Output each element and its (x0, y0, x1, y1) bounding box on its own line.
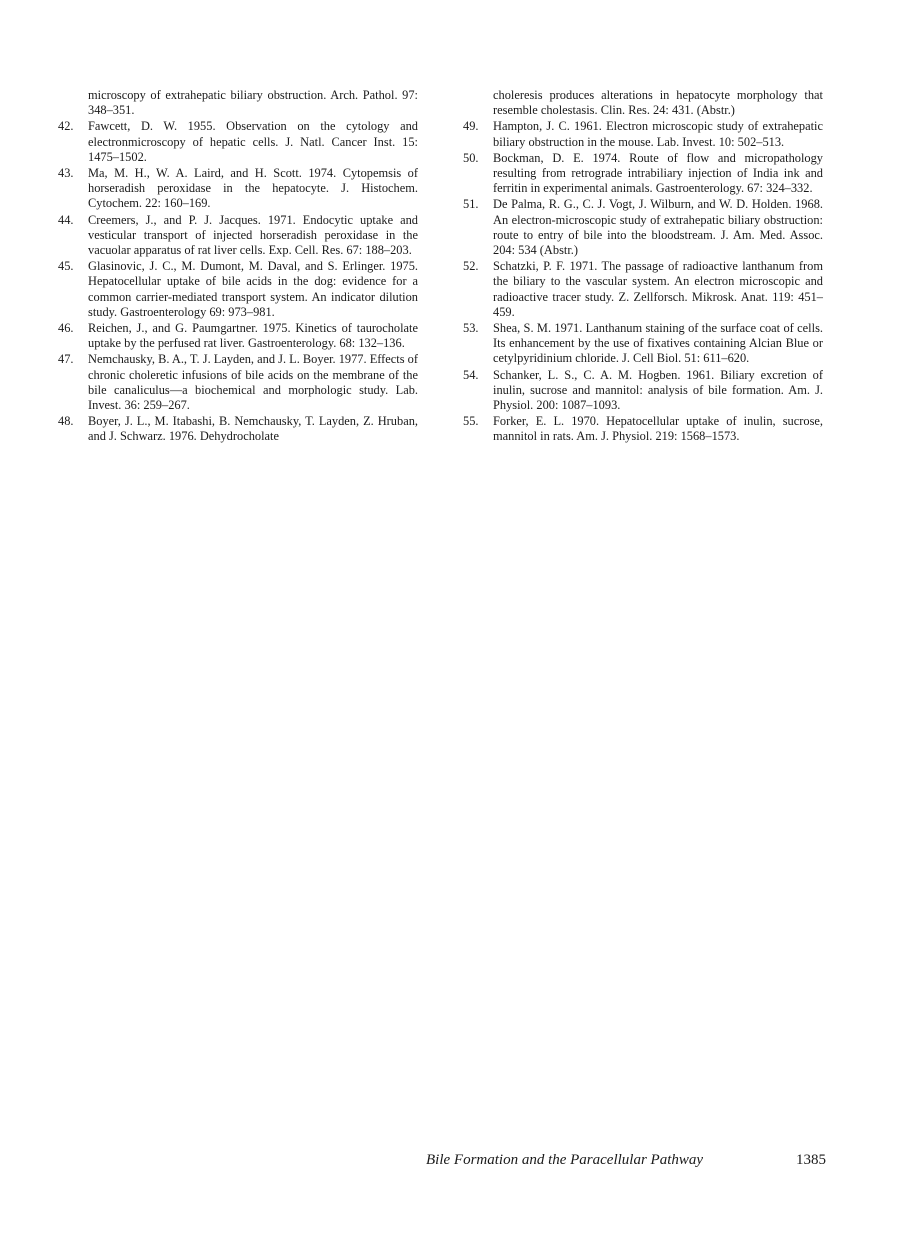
reference-number: 53. (463, 321, 479, 336)
reference-48 (58, 414, 418, 444)
page-footer (426, 1152, 826, 1169)
reference-text: microscopy of extrahepatic biliary obstruction. Arch. Pathol. 97: 348–351. (88, 88, 418, 118)
reference-52 (463, 259, 823, 320)
reference-text: Nemchausky, B. A., T. J. Layden, and J. L. Boyer. 1977. Effects of chronic choleretic infusions of bile acids on the membrane of the bile canaliculus—a biochemical and morphologic study. Lab. Invest. 36: 259–267. (88, 352, 418, 413)
reference-42 (58, 119, 418, 165)
reference-text: Hampton, J. C. 1961. Electron microscopic study of extrahepatic biliary obstruction in the mouse. Lab. Invest. 10: 502–513. (493, 119, 823, 149)
reference-54 (463, 368, 823, 414)
reference-text: Shea, S. M. 1971. Lanthanum staining of the surface coat of cells. Its enhancement by the use of fixatives containing Alcian Blue or cetylpyridinium chloride. J. Cell Biol. 51: 611–620. (493, 321, 823, 366)
reference-51 (463, 197, 823, 258)
reference-text: Bockman, D. E. 1974. Route of flow and micropathology resulting from retrograde intrabiliary injection of India ink and ferritin in experimental animals. Gastroenterology. 67: 324–332. (493, 150, 823, 196)
reference-text: Creemers, J., and P. J. Jacques. 1971. Endocytic uptake and vesticular transport of injected horseradish peroxidase in the vacuolar apparatus of rat liver cells. Exp. Cell. Res. 67: 188–203. (88, 212, 418, 258)
reference-number: 44. (58, 212, 74, 227)
reference-text: Boyer, J. L., M. Itabashi, B. Nemchausky, T. Layden, Z. Hruban, and J. Schwarz. 1976. Dehydrocholate (88, 414, 418, 444)
reference-continuation (463, 88, 823, 118)
reference-number: 52. (463, 259, 479, 274)
reference-text: De Palma, R. G., C. J. Vogt, J. Wilburn, and W. D. Holden. 1968. An electron-microscopic study of extrahepatic biliary obstruction: route to entry of bile into the bloodstream. J. Am. Med. Assoc. 204: 534 (Abstr.) (493, 197, 823, 258)
reference-50 (463, 151, 823, 197)
reference-number: 42. (58, 119, 74, 134)
reference-text: Ma, M. H., W. A. Laird, and H. Scott. 1974. Cytopemsis of horseradish peroxidase in the hepatocyte. J. Histochem. Cytochem. 22: 160–169. (88, 166, 418, 211)
reference-text: Glasinovic, J. C., M. Dumont, M. Daval, and S. Erlinger. 1975. Hepatocellular uptake of bile acids in the dog: evidence for a common carrier-mediated transport system. An indicator dilution study. Gastroenterology 69: 973–981. (88, 259, 418, 319)
reference-number: 55. (463, 414, 479, 429)
reference-number: 46. (58, 321, 74, 336)
reference-text: Schatzki, P. F. 1971. The passage of radioactive lanthanum from the biliary to the vascular system. An electron microscopic and radioactive tracer study. Z. Zellforsch. Mikrosk. Anat. 119: 451–459. (493, 259, 823, 319)
reference-number: 54. (463, 367, 479, 382)
reference-number: 47. (58, 352, 74, 367)
reference-55 (463, 414, 823, 444)
reference-53 (463, 321, 823, 367)
reference-text: choleresis produces alterations in hepatocyte morphology that resemble cholestasis. Clin. Res. 24: 431. (Abstr.) (493, 88, 823, 118)
reference-45 (58, 259, 418, 320)
reference-47 (58, 352, 418, 413)
reference-continuation (58, 88, 418, 118)
reference-text: Fawcett, D. W. 1955. Observation on the cytology and electronmicroscopy of hepatic cells. J. Natl. Cancer Inst. 15: 1475–1502. (88, 119, 418, 164)
page-number: 1385 (796, 1152, 826, 1168)
reference-49 (463, 119, 823, 149)
reference-43 (58, 166, 418, 212)
references-left-column (58, 88, 418, 446)
reference-text: Reichen, J., and G. Paumgartner. 1975. Kinetics of taurocholate uptake by the perfused rat liver. Gastroenterology. 68: 132–136. (88, 321, 418, 351)
reference-text: Forker, E. L. 1970. Hepatocellular uptake of inulin, sucrose, mannitol in rats. Am. J. Physiol. 219: 1568–1573. (493, 414, 823, 444)
reference-text: Schanker, L. S., C. A. M. Hogben. 1961. Biliary excretion of inulin, sucrose and mannitol: analysis of bile formation. Am. J. Physiol. 200: 1087–1093. (493, 367, 823, 413)
reference-44 (58, 213, 418, 259)
reference-number: 43. (58, 166, 74, 181)
reference-number: 48. (58, 414, 74, 429)
running-title: Bile Formation and the Paracellular Pathway (426, 1152, 704, 1168)
references-right-column (463, 88, 823, 446)
reference-number: 50. (463, 150, 479, 165)
reference-number: 51. (463, 197, 479, 212)
reference-number: 45. (58, 259, 74, 274)
reference-46 (58, 321, 418, 351)
reference-number: 49. (463, 119, 479, 134)
